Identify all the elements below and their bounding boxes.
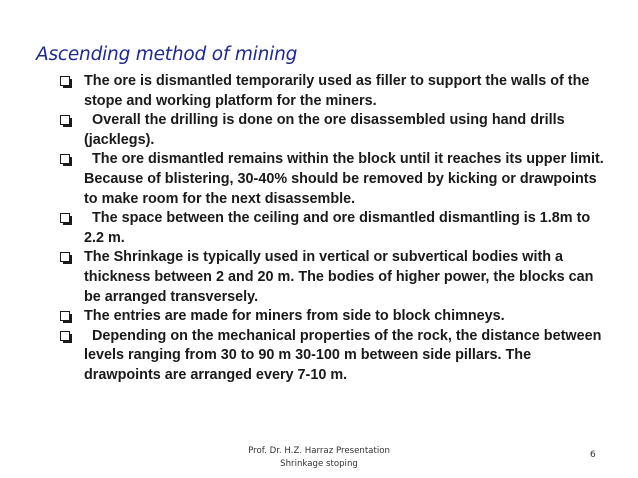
bullet-item xyxy=(60,150,610,209)
bullet-text: Overall the drilling is done on the ore disassembled using hand drills (jacklegs). xyxy=(84,112,565,148)
footer-presenter: Prof. Dr. H.Z. Harraz Presentation xyxy=(248,446,390,456)
bullet-text: The ore is dismantled temporarily used as filler to support the walls of the stope and working platform for the miners. xyxy=(84,73,590,109)
footer-topic: Shrinkage stoping xyxy=(280,459,358,469)
bullet-text: The entries are made for miners from side to block chimneys. xyxy=(84,308,505,325)
bullet-text: Depending on the mechanical properties of the rock, the distance between levels ranging from 30 to 90 m 30-100 m between side pillars. The drawpoints are arranged every 7-10 m. xyxy=(84,327,602,383)
bullet-item xyxy=(60,307,610,327)
bullet-item xyxy=(60,248,610,307)
bullet-item xyxy=(60,327,610,386)
bullet-text: The space between the ceiling and ore dismantled dismantling is 1.8m to 2.2 m. xyxy=(84,210,591,246)
bullet-text: The Shrinkage is typically used in vertical or subvertical bodies with a thickness between 2 and 20 m. The bodies of higher power, the blocks can be arranged transversely. xyxy=(84,249,594,305)
bullet-item xyxy=(60,209,610,248)
bullet-text: The ore dismantled remains within the block until it reaches its upper limit. Because of blistering, 30-40% should be removed by kicking or drawpoints to make room for the next disassemble. xyxy=(84,151,604,207)
page-number: 6 xyxy=(590,450,596,460)
square-bullet-icon xyxy=(60,331,71,342)
square-bullet-icon xyxy=(60,76,71,87)
bullet-item xyxy=(60,111,610,150)
bullet-item xyxy=(60,72,610,111)
bullet-list xyxy=(60,72,610,386)
square-bullet-icon xyxy=(60,252,71,263)
square-bullet-icon xyxy=(60,154,71,165)
slide-title: Ascending method of mining xyxy=(36,44,298,65)
footer xyxy=(219,445,419,471)
square-bullet-icon xyxy=(60,311,71,322)
square-bullet-icon xyxy=(60,115,71,126)
square-bullet-icon xyxy=(60,213,71,224)
